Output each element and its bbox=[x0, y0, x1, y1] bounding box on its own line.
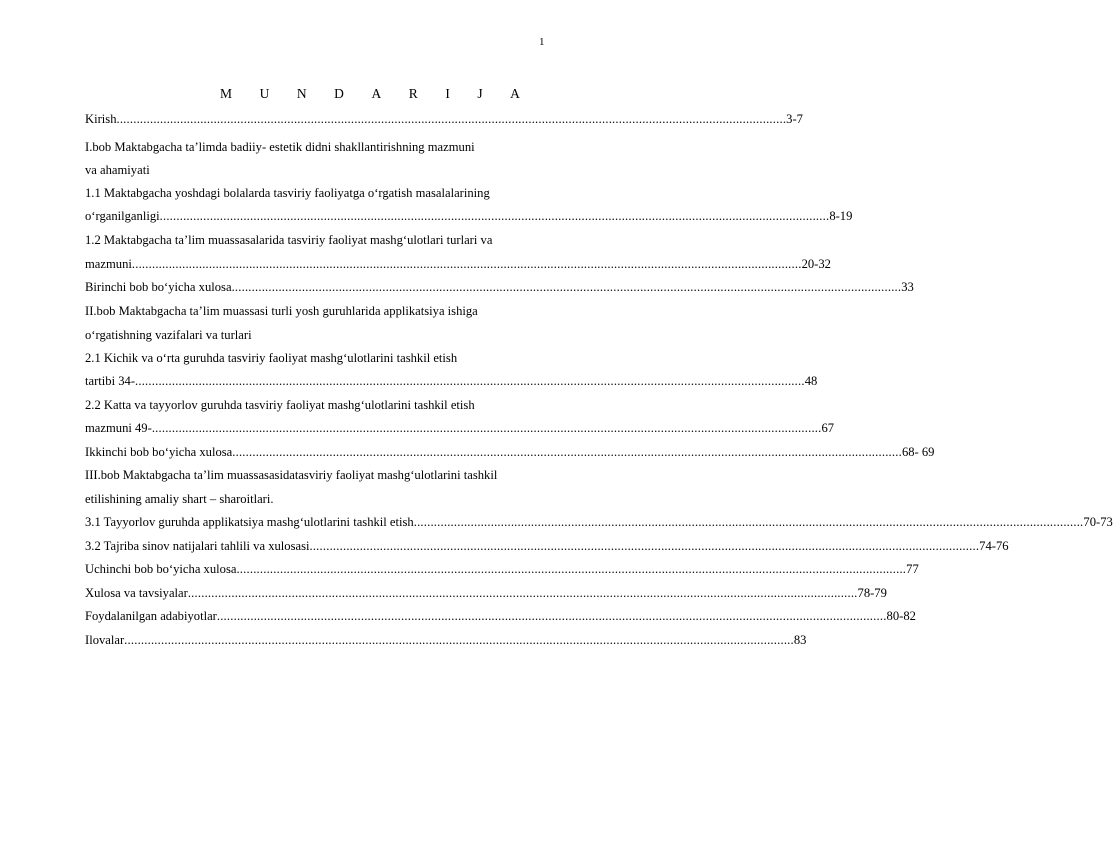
toc-entry-page: 77 bbox=[906, 562, 919, 576]
dot-leader: ........................................................................................................................................................................................................ bbox=[124, 633, 794, 647]
toc-entry-text: Uchinchi bob bo‘yicha xulosa bbox=[85, 562, 237, 576]
title-letter: N bbox=[296, 86, 307, 101]
dot-leader: ........................................................................................................................................................................................................ bbox=[216, 609, 887, 623]
dot-leader: ........................................................................................................................................................................................................ bbox=[232, 445, 902, 459]
toc-entry-s31 bbox=[85, 515, 1113, 529]
toc-entry-bob2-x bbox=[85, 445, 935, 459]
title-letter: I bbox=[445, 86, 450, 101]
toc-entry-page: 33 bbox=[901, 280, 914, 294]
title-letter: M bbox=[220, 86, 233, 101]
title-letter: A bbox=[371, 86, 382, 101]
toc-entry-bob1-x bbox=[85, 280, 914, 294]
title-letter: A bbox=[510, 86, 520, 101]
dot-leader: ........................................................................................................................................................................................................ bbox=[413, 515, 1084, 529]
dot-leader: ........................................................................................................................................................................................................ bbox=[236, 562, 907, 576]
toc-entry-s22-b bbox=[85, 421, 835, 435]
title-letter: R bbox=[408, 86, 418, 101]
toc-entry-text: 3.1 Tayyorlov guruhda applikatsiya mashg‘ulotlarini tashkil etish bbox=[85, 515, 414, 529]
toc-entry-bob3-a: III.bob Maktabgacha ta’lim muassasasidatasviriy faoliyat mashg‘ulotlarini tashkil bbox=[85, 468, 498, 482]
toc-entry-bob3-x bbox=[85, 562, 919, 576]
toc-entry-s21-b bbox=[85, 374, 818, 388]
toc-entry-text: mazmuni 49- bbox=[85, 421, 152, 435]
toc-entry-page: 20-32 bbox=[801, 257, 831, 271]
dot-leader: ........................................................................................................................................................................................................ bbox=[131, 257, 802, 271]
toc-entry-text: Foydalanilgan adabiyotlar bbox=[85, 609, 217, 623]
dot-leader: ........................................................................................................................................................................................................ bbox=[159, 209, 830, 223]
toc-entry-s11-a: 1.1 Maktabgacha yoshdagi bolalarda tasviriy faoliyatga o‘rgatish masalalarining bbox=[85, 186, 490, 200]
title-letter: J bbox=[477, 86, 483, 101]
toc-entry-text: Kirish bbox=[85, 112, 117, 126]
toc-entry-adab bbox=[85, 609, 916, 623]
toc-entry-page: 83 bbox=[793, 633, 807, 647]
dot-leader: ........................................................................................................................................................................................................ bbox=[135, 374, 805, 388]
toc-entry-page: 74-76 bbox=[979, 539, 1009, 553]
toc-entry-text: mazmuni bbox=[85, 257, 132, 271]
toc-title bbox=[220, 86, 520, 102]
toc-entry-bob2-b: o‘rgatishning vazifalari va turlari bbox=[85, 328, 252, 342]
toc-entry-text: Ilovalar bbox=[85, 633, 125, 647]
toc-entry-xulosa bbox=[85, 586, 887, 600]
dot-leader: ........................................................................................................................................................................................................ bbox=[151, 421, 822, 435]
title-letter: U bbox=[259, 86, 270, 101]
toc-entry-page: 78-79 bbox=[857, 586, 887, 600]
toc-entry-text: 3.2 Tajriba sinov natijalari tahlili va xulosasi bbox=[85, 539, 310, 553]
toc-entry-bob1-b: va ahamiyati bbox=[85, 163, 150, 177]
toc-entry-text: Ikkinchi bob bo‘yicha xulosa bbox=[85, 445, 233, 459]
toc-entry-text: Xulosa va tavsiyalar bbox=[85, 586, 188, 600]
dot-leader: ........................................................................................................................................................................................................ bbox=[187, 586, 858, 600]
toc-entry-bob3-b: etilishining amaliy shart – sharoitlari. bbox=[85, 492, 274, 506]
toc-entry-page: 67 bbox=[821, 421, 835, 435]
toc-entry-bob2-a: II.bob Maktabgacha ta’lim muassasi turli yosh guruhlarida applikatsiya ishiga bbox=[85, 304, 478, 318]
dot-leader: ........................................................................................................................................................................................................ bbox=[116, 112, 787, 126]
toc-entry-kirish bbox=[85, 112, 803, 126]
dot-leader: ........................................................................................................................................................................................................ bbox=[231, 280, 902, 294]
toc-entry-page: 8-19 bbox=[829, 209, 853, 223]
toc-entry-page: 68- 69 bbox=[901, 445, 935, 459]
toc-entry-page: 3-7 bbox=[786, 112, 803, 126]
toc-entry-page: 70-73 bbox=[1083, 515, 1113, 529]
title-letter: D bbox=[334, 86, 344, 101]
toc-entry-bob1-a: I.bob Maktabgacha ta’limda badiiy- estetik didni shakllantirishning mazmuni bbox=[85, 140, 475, 154]
dot-leader: ........................................................................................................................................................................................................ bbox=[309, 539, 980, 553]
toc-entry-s22-a: 2.2 Katta va tayyorlov guruhda tasviriy faoliyat mashg‘ulotlarini tashkil etish bbox=[85, 398, 475, 412]
toc-entry-s32 bbox=[85, 539, 1009, 553]
toc-entry-page: 80-82 bbox=[886, 609, 916, 623]
toc-entry-text: o‘rganilganligi bbox=[85, 209, 160, 223]
toc-entry-s21-a: 2.1 Kichik va o‘rta guruhda tasviriy faoliyat mashg‘ulotlarini tashkil etish bbox=[85, 351, 458, 365]
toc-entry-page: 48 bbox=[804, 374, 818, 388]
toc-entry-s12-a: 1.2 Maktabgacha ta’lim muassasalarida tasviriy faoliyat mashg‘ulotlari turlari va bbox=[85, 233, 493, 247]
toc-entry-s12-b bbox=[85, 257, 831, 271]
toc-entry-s11-b bbox=[85, 209, 853, 223]
page-number: 1 bbox=[539, 36, 545, 48]
toc-entry-ilova bbox=[85, 633, 807, 647]
toc-entry-text: Birinchi bob bo‘yicha xulosa bbox=[85, 280, 232, 294]
toc-entry-text: tartibi 34- bbox=[85, 374, 136, 388]
